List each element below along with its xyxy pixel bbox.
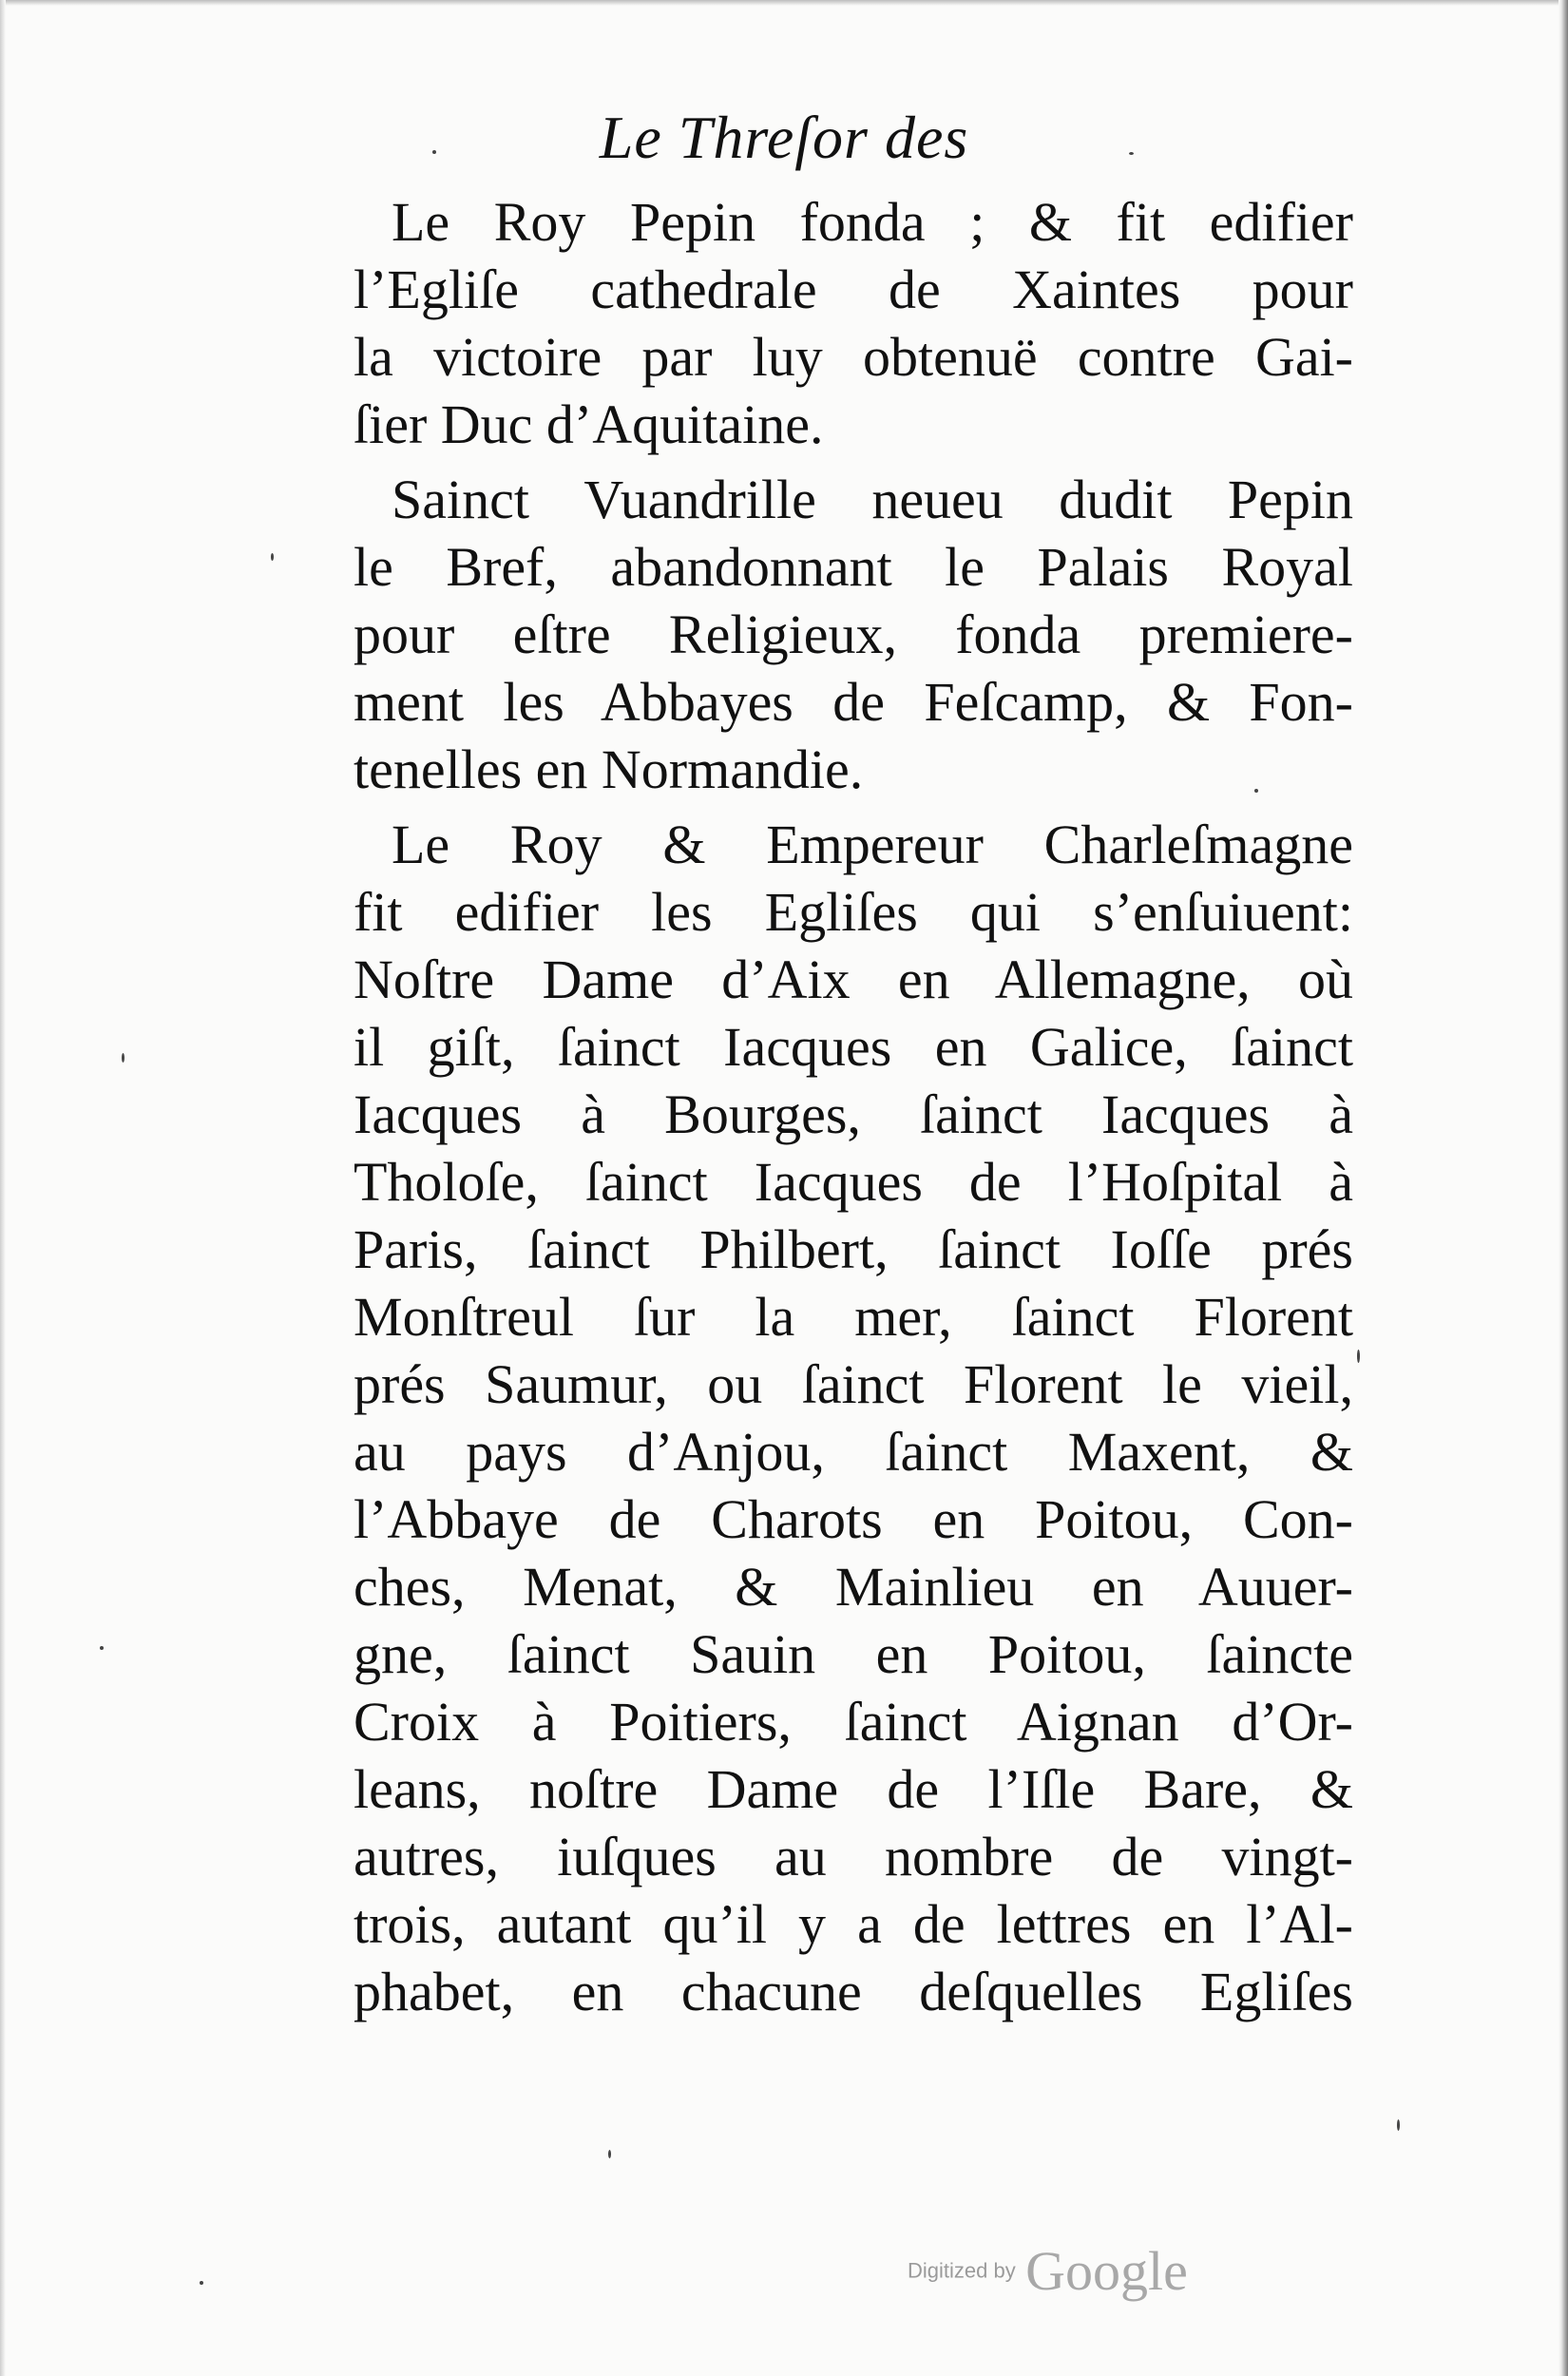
text-line: Tholoſe, ſainct Iacques de l’Hoſpital à [354, 1151, 1353, 1213]
text-line: l’Egliſe cathedrale de Xaintes pour [354, 259, 1353, 320]
scan-speck [200, 2281, 203, 2285]
text-line: il giſt, ſainct Iacques en Galice, ſainct [354, 1016, 1353, 1078]
page-edge-left [0, 0, 6, 2376]
text-line: le Bref, abandonnant le Palais Royal [354, 536, 1353, 598]
text-line: Iacques à Bourges, ſainct Iacques à [354, 1083, 1353, 1145]
scan-speck [1254, 789, 1258, 793]
text-line: Monſtreul ſur la mer, ſainct Florent [354, 1286, 1353, 1348]
text-line: l’Abbaye de Charots en Poitou, Con- [354, 1488, 1353, 1550]
text-line: autres, iuſques au nombre de vingt- [354, 1826, 1353, 1887]
text-line: gne, ſainct Sauin en Poitou, ſaincte [354, 1623, 1353, 1685]
scan-speck [1129, 152, 1134, 155]
text-line: Sainct Vuandrille neueu dudit Pepin [392, 469, 1353, 530]
body-text [354, 188, 1353, 2033]
text-line: ment les Abbayes de Feſcamp, & Fon- [354, 671, 1353, 733]
page-edge-top [0, 0, 1568, 6]
running-head: Le Threſor des [599, 104, 969, 171]
page-edge-right [1558, 0, 1568, 2376]
text-line: prés Saumur, ou ſainct Florent le vieil, [354, 1353, 1353, 1415]
text-line: trois, autant qu’il y a de lettres en l’Al- [354, 1893, 1353, 1955]
scan-speck [432, 150, 436, 154]
text-line: Le Roy & Empereur Charleſmagne [392, 814, 1353, 875]
scan-speck [100, 1646, 104, 1650]
digitized-by-google-watermark [908, 2239, 1188, 2303]
text-line: phabet, en chacune deſquelles Egliſes [354, 1961, 1353, 2022]
text-line: la victoire par luy obtenuë contre Gai- [354, 326, 1353, 388]
scan-speck [122, 1053, 124, 1063]
text-line: tenelles en Normandie. [354, 738, 864, 800]
scan-speck [1397, 2119, 1400, 2131]
scan-speck [271, 553, 274, 561]
watermark-prefix: Digitized by [908, 2258, 1016, 2283]
scan-speck [608, 2150, 611, 2158]
text-line: pour eſtre Religieux, fonda premiere- [354, 604, 1353, 665]
scan-speck [1357, 1350, 1360, 1363]
text-line: leans, noſtre Dame de l’Iſle Bare, & [354, 1758, 1353, 1820]
google-logo: Google [1025, 2240, 1188, 2302]
paragraph [354, 466, 1353, 803]
paragraph [354, 811, 1353, 2025]
text-line: ches, Menat, & Mainlieu en Auuer- [354, 1556, 1353, 1618]
text-line: Le Roy Pepin fonda ; & fit edifier [392, 191, 1353, 253]
paragraph [354, 188, 1353, 458]
text-line: ſier Duc d’Aquitaine. [354, 393, 824, 455]
text-line: fit edifier les Egliſes qui s’enſuiuent: [354, 881, 1353, 943]
text-line: Noſtre Dame d’Aix en Allemagne, où [354, 948, 1353, 1010]
text-line: Croix à Poitiers, ſainct Aignan d’Or- [354, 1691, 1353, 1753]
text-line: Paris, ſainct Philbert, ſainct Ioſſe prés [354, 1218, 1353, 1280]
text-line: au pays d’Anjou, ſainct Maxent, & [354, 1421, 1353, 1483]
